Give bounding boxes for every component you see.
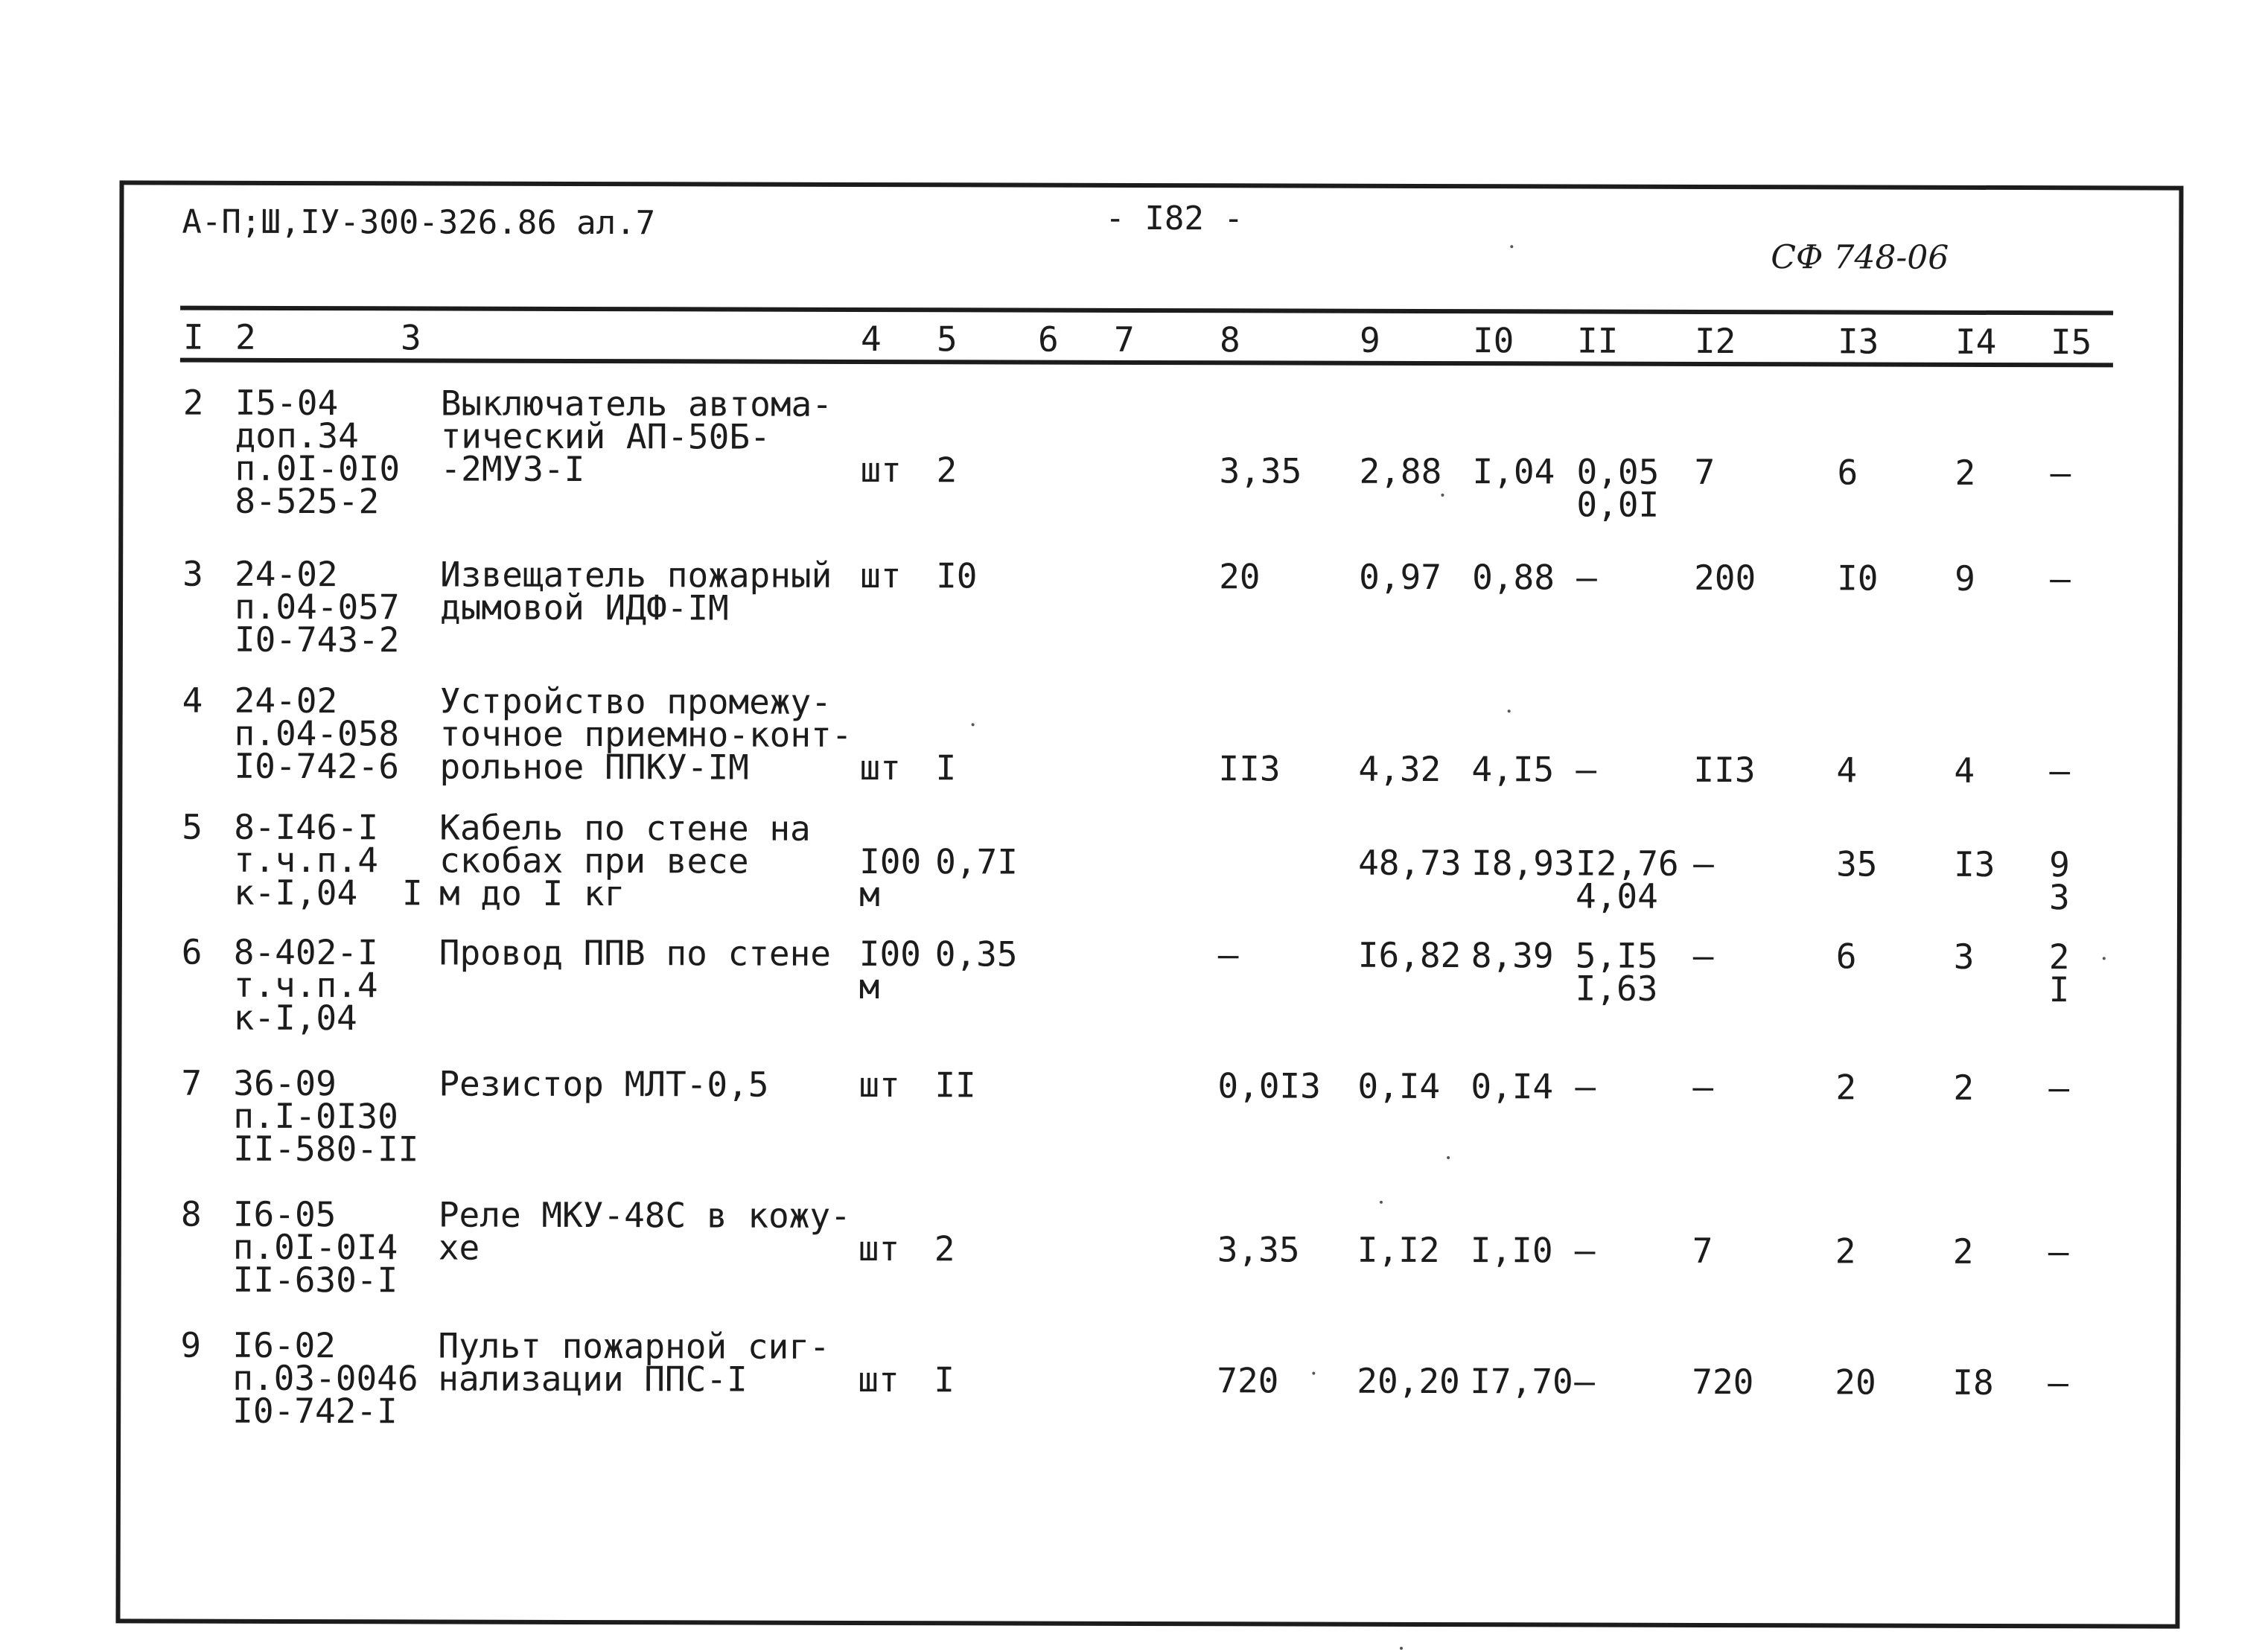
- column-11-value: 0,05 0,0I: [1576, 451, 1660, 525]
- unit: I00 м: [858, 841, 922, 915]
- quantity: II: [934, 1065, 976, 1106]
- header-rule-bottom: [180, 358, 2113, 368]
- column-12-value: 7: [1694, 451, 1716, 492]
- column-14-value: I8: [1952, 1362, 1994, 1403]
- scan-speck: [1508, 709, 1511, 712]
- column-15-value: –: [2048, 1068, 2070, 1109]
- scan-speck: [1400, 1647, 1403, 1650]
- unit: I00 м: [858, 933, 921, 1007]
- column-10-value: I,04: [1472, 451, 1555, 492]
- column-8-value: 3,35: [1219, 450, 1302, 491]
- unit: шт: [858, 1359, 899, 1400]
- column-12-value: –: [1693, 843, 1714, 884]
- item-name: Реле МКУ-48С в кожу- хе: [438, 1194, 851, 1268]
- item-name: Устройство промежу- точное приемно-конт- рольное ППКУ-IМ: [439, 680, 853, 788]
- column-13-value: 20: [1835, 1362, 1876, 1403]
- column-number-14: I4: [1955, 321, 1997, 362]
- row-number: 5: [182, 806, 203, 847]
- rate-code: I6-05 п.0I-0I4 II-630-I: [232, 1193, 398, 1301]
- quantity: 0,7I: [935, 841, 1019, 882]
- column-9-value: I,I2: [1357, 1229, 1440, 1271]
- column-14-value: 2: [1953, 1067, 1975, 1108]
- column-13-value: 35: [1836, 843, 1878, 884]
- column-9-value: I6,82: [1357, 934, 1462, 976]
- rate-code: I5-04 доп.34 п.0I-0I0 8-525-2: [235, 382, 401, 522]
- column-number-6: 6: [1037, 319, 1059, 360]
- column-number-15: I5: [2050, 322, 2092, 363]
- scan-speck: [1447, 1156, 1450, 1159]
- column-8-value: –: [1217, 934, 1239, 975]
- column-14-value: 2: [1952, 1231, 1974, 1272]
- column-15-value: –: [2050, 453, 2071, 494]
- column-12-value: 720: [1692, 1361, 1754, 1403]
- column-9-value: 20,20: [1357, 1360, 1460, 1402]
- column-14-value: 3: [1953, 936, 1975, 977]
- handwritten-mark: СФ 748-06: [1771, 238, 1949, 277]
- column-8-value: 720: [1217, 1360, 1279, 1401]
- item-name: Извещатель пожарный дымовой ИДФ-IМ: [439, 554, 832, 628]
- rate-code: 24-02 п.04-057 I0-743-2: [234, 553, 400, 660]
- unit: шт: [859, 747, 901, 788]
- column-8-value: 20: [1219, 556, 1261, 597]
- unit: шт: [858, 1064, 900, 1106]
- column-number-9: 9: [1359, 319, 1380, 360]
- rate-code: 8-402-I т.ч.п.4 к-I,04: [233, 931, 378, 1039]
- column-9-value: 4,32: [1358, 748, 1441, 790]
- column-9-value: 0,I4: [1357, 1065, 1441, 1107]
- quantity: I: [935, 747, 957, 788]
- quantity: 0,35: [934, 934, 1018, 975]
- item-name: Выключатель автома- тический АП-50Б- -2МУЗ-I: [440, 383, 833, 490]
- column-12-value: –: [1692, 935, 1714, 976]
- column-10-value: I7,70: [1470, 1361, 1573, 1402]
- unit: шт: [860, 449, 902, 491]
- rate-code: 24-02 п.04-058 I0-742-6: [234, 680, 400, 787]
- column-11-value: 5,I5 I,63: [1575, 935, 1658, 1009]
- page-number: - I82 -: [1105, 199, 1243, 238]
- column-number-2: 2: [235, 316, 256, 357]
- column-11-value: –: [1574, 1361, 1596, 1402]
- column-13-value: 6: [1835, 936, 1857, 977]
- column-15-value: –: [2048, 1362, 2069, 1403]
- unit: шт: [860, 555, 902, 596]
- column-11-value: I2,76 4,04: [1575, 843, 1679, 916]
- column-8-value: II3: [1218, 748, 1281, 789]
- column-10-value: 0,88: [1472, 557, 1555, 598]
- scan-speck: [1510, 245, 1513, 248]
- column-15-value: –: [2050, 558, 2071, 599]
- column-number-7: 7: [1113, 319, 1135, 360]
- rate-code-extra: I: [401, 873, 423, 913]
- column-13-value: I0: [1837, 558, 1879, 599]
- scan-speck: [1380, 1201, 1383, 1204]
- row-number: 4: [182, 680, 203, 721]
- column-14-value: I3: [1954, 843, 1995, 884]
- column-9-value: 0,97: [1359, 556, 1442, 598]
- column-10-value: 8,39: [1471, 935, 1554, 976]
- rate-code: I6-02 п.03-0046 I0-742-I: [232, 1324, 418, 1432]
- scan-speck: [1312, 1372, 1315, 1375]
- column-13-value: 2: [1835, 1231, 1856, 1272]
- column-11-value: –: [1574, 1230, 1596, 1271]
- document-code: А-П;Ш,IУ-300-326.86 ал.7: [182, 202, 656, 243]
- column-10-value: I,I0: [1470, 1230, 1553, 1271]
- header-rule-top: [180, 306, 2113, 316]
- column-14-value: 4: [1954, 750, 1975, 791]
- column-15-value: –: [2049, 750, 2071, 791]
- row-number: 7: [181, 1062, 203, 1103]
- column-10-value: 0,I4: [1471, 1066, 1554, 1107]
- column-number-8: 8: [1219, 319, 1240, 360]
- column-14-value: 9: [1955, 558, 1975, 599]
- column-13-value: 2: [1835, 1067, 1857, 1108]
- page-frame: [115, 180, 2183, 1628]
- column-number-12: I2: [1694, 320, 1736, 362]
- column-12-value: 7: [1692, 1230, 1713, 1271]
- column-15-value: 2 I: [2048, 937, 2070, 1010]
- quantity: 2: [934, 1228, 955, 1269]
- item-name: Пульт пожарной сиг- нализации ППС-I: [438, 1325, 830, 1400]
- column-12-value: –: [1692, 1066, 1714, 1107]
- row-number: 8: [180, 1193, 202, 1234]
- column-15-value: 9 3: [2048, 844, 2070, 918]
- column-number-10: I0: [1472, 320, 1514, 361]
- column-15-value: –: [2048, 1231, 2069, 1272]
- unit: шт: [858, 1228, 900, 1269]
- scan-speck: [2103, 957, 2106, 960]
- column-11-value: –: [1576, 557, 1597, 598]
- column-9-value: 48,73: [1358, 842, 1462, 884]
- column-11-value: –: [1575, 1066, 1596, 1107]
- column-number-3: 3: [400, 317, 421, 358]
- column-number-4: 4: [860, 318, 882, 360]
- quantity: 2: [936, 450, 958, 491]
- column-13-value: 4: [1836, 750, 1858, 791]
- column-12-value: II3: [1693, 749, 1756, 791]
- scan-speck: [1441, 494, 1444, 497]
- item-name: Провод ППВ по стене: [439, 932, 832, 974]
- column-8-value: 3,35: [1217, 1229, 1300, 1270]
- column-number-11: II: [1576, 320, 1619, 361]
- row-number: 3: [182, 553, 203, 594]
- row-number: 2: [182, 382, 204, 423]
- column-12-value: 200: [1694, 557, 1756, 599]
- rate-code: 8-I46-I т.ч.п.4 к-I,04: [233, 806, 379, 913]
- column-14-value: 2: [1955, 452, 1976, 493]
- row-number: 9: [180, 1324, 202, 1365]
- column-number-13: I3: [1837, 321, 1879, 362]
- quantity: I0: [936, 555, 978, 596]
- column-10-value: I8,93: [1471, 843, 1575, 884]
- column-number-1: I: [182, 316, 204, 357]
- rate-code: 36-09 п.I-0I30 II-580-II: [233, 1062, 419, 1170]
- item-name: Кабель по стене на скобах при весе м до I кг: [439, 807, 811, 914]
- column-9-value: 2,88: [1359, 450, 1442, 492]
- quantity: I: [934, 1359, 955, 1400]
- column-11-value: –: [1576, 749, 1597, 790]
- item-name: Резистор МЛТ-0,5: [439, 1063, 769, 1105]
- column-10-value: 4,I5: [1471, 749, 1555, 790]
- column-13-value: 6: [1837, 452, 1858, 493]
- scan-speck: [972, 723, 975, 726]
- row-number: 6: [181, 931, 203, 972]
- column-number-5: 5: [936, 319, 958, 360]
- column-8-value: 0,0I3: [1217, 1065, 1321, 1106]
